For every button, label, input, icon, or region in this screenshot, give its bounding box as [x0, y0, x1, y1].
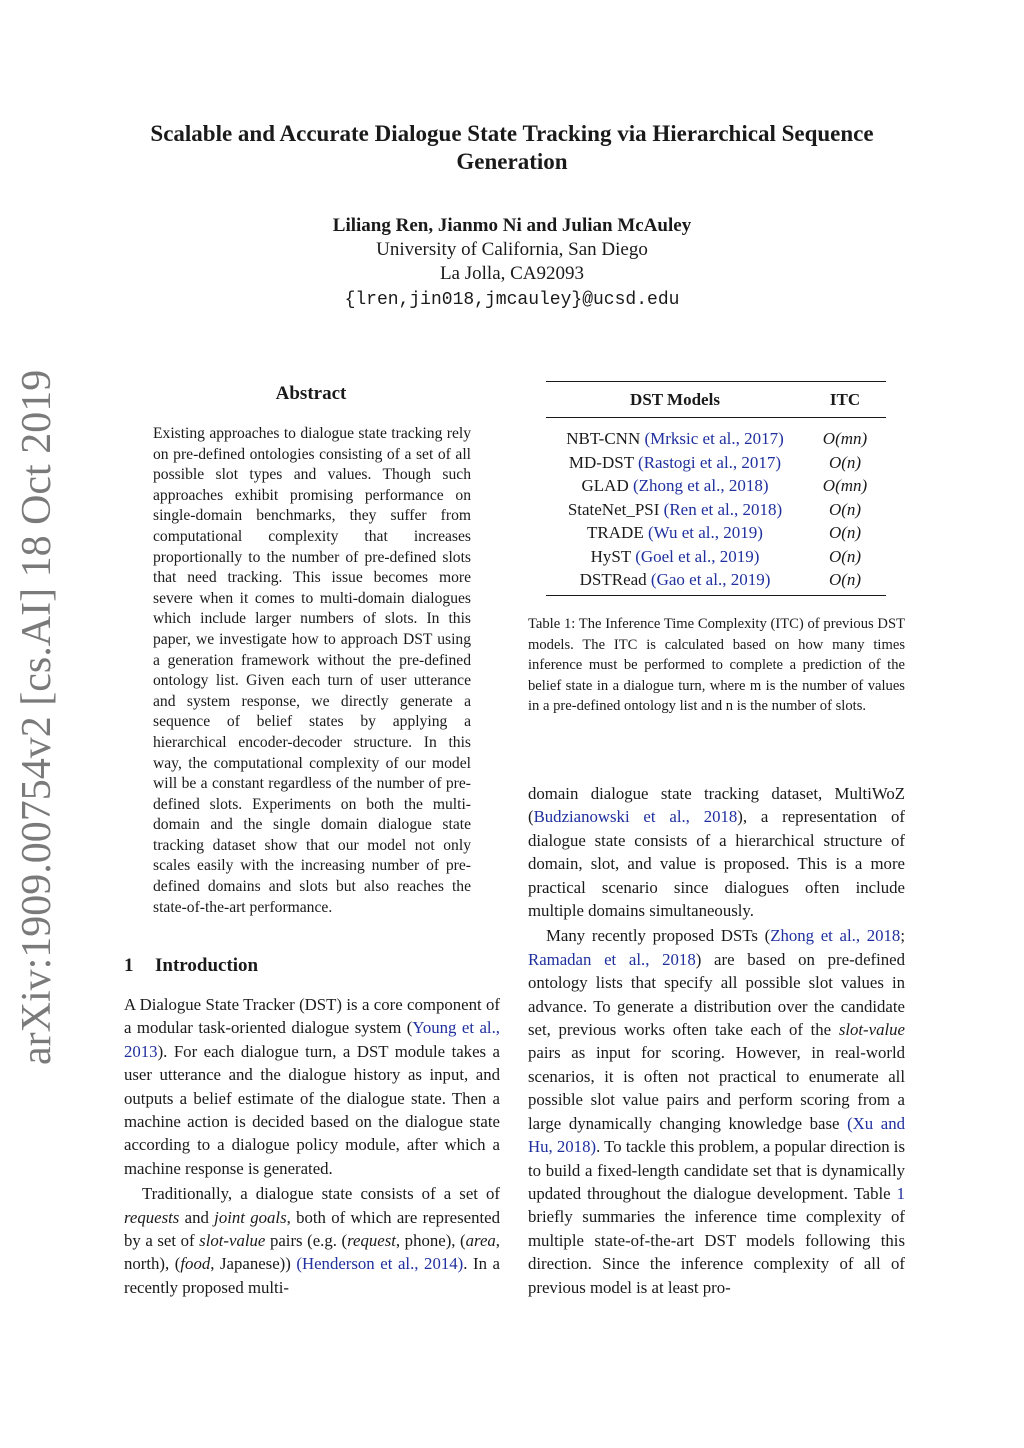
table-header-row [546, 382, 886, 418]
text-run: and [179, 1207, 215, 1227]
right-column-body [528, 782, 905, 1299]
text-run: Traditionally, a dialogue state consists of a set of [142, 1184, 500, 1204]
text-run: ). For each dialogue turn, a DST module takes a user utterance and the dialogue history as input, and outputs a belief estimate of the dialogue state. Then a machine action is decided based on the dialogue state according to a dialogue policy module, after which a machine response is generated. [124, 1041, 500, 1178]
paragraph [528, 924, 905, 1299]
model-name: HyST [590, 546, 631, 566]
citation-link[interactable]: (Henderson et al., 2014) [296, 1254, 464, 1274]
table-row [546, 521, 886, 545]
emphasis: joint goals [214, 1207, 287, 1227]
text-run: , both of which are represented by a set of [124, 1207, 500, 1251]
author-block [110, 214, 914, 312]
arxiv-identifier: arXiv:1909.00754v2 [cs.AI] 18 Oct 2019 [14, 369, 60, 1065]
text-run: A Dialogue State Tracker (DST) is a core component of a modular task-oriented dialogue system ( [124, 995, 500, 1038]
emphasis: area [465, 1231, 496, 1251]
text-run: . In a recently proposed multi- [124, 1254, 500, 1297]
citation-link[interactable]: Young et al., 2013 [124, 1018, 500, 1061]
section-title: Introduction [155, 955, 259, 976]
column-header-models: DST Models [546, 382, 804, 418]
emphasis: request [347, 1231, 396, 1251]
table-caption: Table 1: The Inference Time Complexity (ITC) of previous DST models. The ITC is calculated based on how many times inference must be performed to complete a prediction of the belief state in a dialogue turn, where m is the number of values in a pre-defined ontology list and n is the number of slots. [528, 616, 905, 715]
citation-link[interactable]: (Rastogi et al., 2017) [638, 452, 782, 472]
itc-cell: O(n) [828, 452, 862, 472]
table-row [546, 498, 886, 522]
citation-link[interactable]: (Xu and Hu, 2018) [528, 1113, 905, 1157]
emphasis: food [180, 1254, 211, 1274]
text-run: ), a representation of dialogue state consists of a hierarchical structure of domain, slot, and value is proposed. This is a more practical scenario since dialogues often include multiple domains simultaneously. [528, 807, 905, 921]
text-run: domain dialogue state tracking dataset, MultiWoZ ( [528, 784, 905, 827]
text-run: ) are based on pre-defined ontology lists that specify all possible slot values in advance. To generate a distribution over the candidate set, previous works often take each of the [528, 949, 905, 1040]
emphasis: slot-value [199, 1231, 266, 1251]
model-name: TRADE [587, 523, 644, 542]
emphasis: slot-value [838, 1020, 905, 1040]
itc-table-container [546, 381, 886, 596]
itc-cell: O(mn) [822, 429, 868, 448]
paragraph [124, 1182, 500, 1299]
table-row [546, 474, 886, 498]
paragraph [528, 782, 905, 922]
left-column-body [124, 993, 500, 1299]
citation-link[interactable]: (Ren et al., 2018) [663, 499, 783, 519]
emphasis: requests [124, 1207, 180, 1227]
citation-link[interactable]: (Gao et al., 2019) [650, 570, 771, 589]
author-names: Liliang Ren, Jianmo Ni and Julian McAuley [332, 215, 692, 236]
itc-cell: O(n) [828, 499, 862, 519]
citation-link[interactable]: Ramadan et al., 2018 [528, 949, 696, 969]
table-row [546, 545, 886, 569]
abstract-heading: Abstract [275, 383, 347, 404]
author-emails: {lren,jin018,jmcauley}@ucsd.edu [344, 290, 680, 310]
text-run: briefly summaries the inference time complexity of multiple state-of-the-art DST models following this direction. Since the inference complexity of all of previous model is at least pro- [528, 1207, 905, 1297]
model-cell [546, 545, 804, 569]
model-name: DSTRead [579, 570, 647, 589]
text-run: . To tackle this problem, a popular direction is to build a fixed-length candidate set that is dynamically updated throughout the dialogue development. Table [528, 1137, 905, 1203]
itc-cell: O(n) [804, 568, 886, 595]
text-run: pairs (e.g. ( [265, 1231, 348, 1251]
affiliation: University of California, San Diego [376, 239, 648, 260]
table-row [546, 451, 886, 475]
citation-link[interactable]: (Goel et al., 2019) [635, 546, 760, 566]
model-name: GLAD [581, 476, 629, 495]
citation-link[interactable]: (Mrksic et al., 2017) [644, 429, 784, 448]
abstract-text: Existing approaches to dialogue state tracking rely on pre-defined ontologies consisting of a set of all possible slot types and values. Though such approaches exhibit promising performance on single-domain benchmarks, they suffer from computational complexity that increases proportionally to the number of pre-defined slots that need tracking. This issue becomes more severe when it comes to multi-domain dialogues which include larger numbers of slots. In this paper, we investigate how to approach DST using a generation framework without the pre-defined ontology list. Given each turn of user utterance and system response, we directly generate a sequence of belief states by applying a hierarchical encoder-decoder structure. In this way, the computational complexity of our model will be a constant regardless of the number of pre-defined slots. Experiments on both the multi-domain and the single domain dialogue state tracking dataset show that our model not only scales easily with the increasing number of pre-defined domains and slots but also reaches the state-of-the-art performance. [153, 425, 471, 916]
model-cell [546, 521, 804, 545]
model-name: NBT-CNN [566, 429, 641, 448]
itc-cell: O(n) [828, 523, 862, 542]
citation-link[interactable]: Budzianowski et al., 2018 [533, 807, 738, 827]
text-run: ; [900, 926, 905, 946]
itc-cell: O(n) [828, 546, 862, 566]
itc-table [546, 381, 886, 596]
model-cell [546, 498, 804, 522]
table-reference-link[interactable]: 1 [896, 1183, 905, 1203]
text-run: , phone), ( [395, 1231, 466, 1251]
location: La Jolla, CA92093 [439, 263, 585, 284]
model-cell [546, 451, 804, 475]
text-run: Many recently proposed DSTs ( [546, 926, 771, 946]
citation-link[interactable]: (Zhong et al., 2018) [632, 476, 769, 495]
text-run: , Japanese)) [210, 1254, 297, 1274]
section-number: 1 [124, 955, 134, 976]
text-run: pairs as input for scoring. However, in real-world scenarios, it is often not practical to enumerate all possible slot value pairs and perform scoring from a large dynamically changing knowledge base [528, 1043, 905, 1133]
citation-link[interactable]: (Wu et al., 2019) [647, 523, 763, 542]
table-row [546, 568, 886, 595]
model-name: StateNet_PSI [567, 499, 660, 519]
paper-title: Scalable and Accurate Dialogue State Tracking via Hierarchical Sequence Generation [150, 121, 874, 174]
table-row [546, 418, 886, 451]
paragraph [124, 993, 500, 1180]
model-cell [546, 568, 804, 595]
model-name: MD-DST [568, 452, 634, 472]
column-header-itc: ITC [804, 382, 886, 418]
model-cell [546, 474, 804, 498]
itc-cell: O(mn) [822, 476, 868, 495]
citation-link[interactable]: Zhong et al., 2018 [770, 926, 901, 946]
text-run: , north), ( [124, 1231, 500, 1274]
model-cell [546, 418, 804, 451]
section-heading-introduction [124, 955, 484, 977]
